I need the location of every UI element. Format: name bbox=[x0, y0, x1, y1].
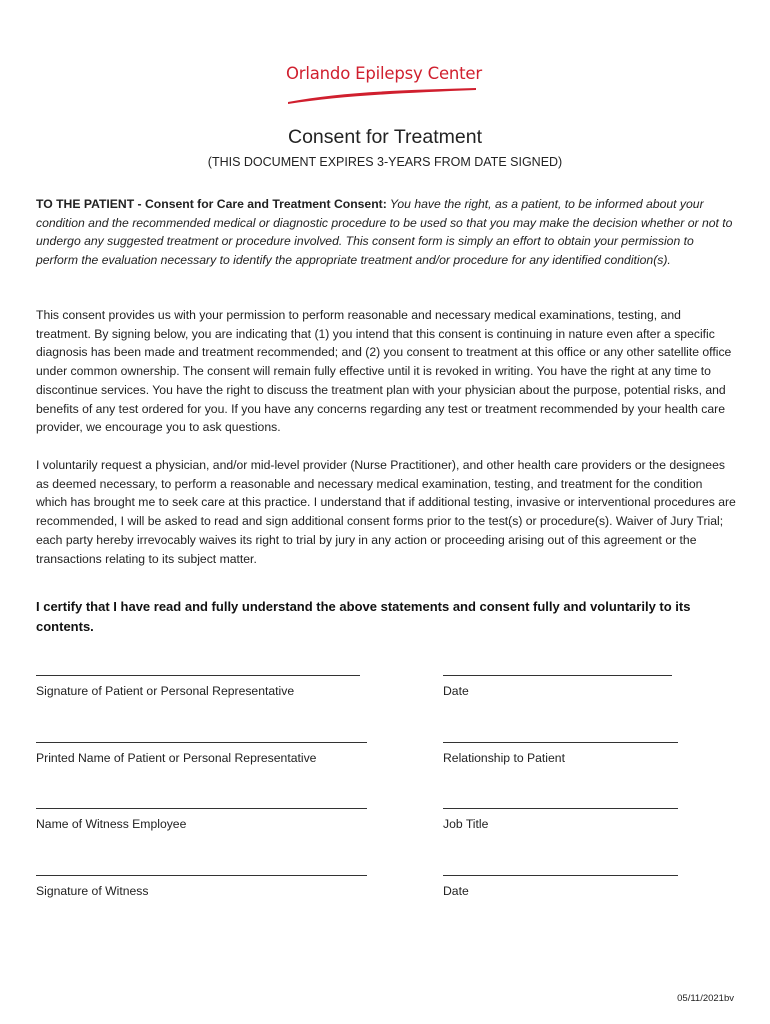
patient-signature-label: Signature of Patient or Personal Representative bbox=[36, 684, 295, 698]
job-title-label: Job Title bbox=[443, 817, 489, 831]
date-label-1: Date bbox=[443, 684, 469, 698]
logo-text: Orlando Epilepsy Center bbox=[286, 64, 482, 83]
orlando-epilepsy-center-logo bbox=[280, 62, 480, 106]
document-title: Consent for Treatment bbox=[287, 126, 482, 148]
logo-swoosh-icon bbox=[280, 82, 480, 106]
printed-name-label: Printed Name of Patient or Personal Representative bbox=[36, 751, 317, 765]
patient-signature-field[interactable] bbox=[36, 666, 360, 680]
patient-rights-text: You have the right, as a patient, to be informed about your condition and the recommended medical or diagnostic procedure to be used so that you may make the decision whether or not to undergo any suggested treatment or procedure involved. This consent form is simply an effort to obtain your permission to perform the evaluation necessary to identify the appropriate treatment and/or procedure for any identified condition(s). bbox=[36, 197, 733, 268]
date-field-2[interactable] bbox=[443, 866, 678, 880]
consent-paragraph: This consent provides us with your permission to perform reasonable and necessary medical examinations, testing, and treatment. By signing below, you are indicating that (1) you intend that this consent is continuing in nature even after a specific diagnosis has been made and treatment recommended; and (2) you consent to treatment at this office or any other satellite office under common ownership. The consent will remain fully effective until it is revoked in writing. You have the right at any time to discontinue services. You have the right to discuss the treatment plan with your physician about the purpose, potential risks, and benefits of any test ordered for you. If you have any concerns regarding any test or treatment recommended by your health care provider, we encourage you to ask questions. bbox=[36, 308, 732, 435]
witness-signature-label: Signature of Witness bbox=[36, 884, 149, 898]
patient-rights-paragraph bbox=[36, 195, 736, 270]
document-subtitle: (THIS DOCUMENT EXPIRES 3-YEARS FROM DATE SIGNED) bbox=[207, 155, 563, 169]
witness-name-label: Name of Witness Employee bbox=[36, 817, 187, 831]
patient-rights-heading: TO THE PATIENT - Consent for Care and Treatment Consent: bbox=[36, 197, 387, 211]
witness-signature-field[interactable] bbox=[36, 866, 367, 880]
job-title-field[interactable] bbox=[443, 799, 678, 813]
relationship-label: Relationship to Patient bbox=[443, 751, 565, 765]
certification-statement: I certify that I have read and fully understand the above statements and consent fully and voluntarily to its contents. bbox=[36, 599, 691, 634]
date-field-1[interactable] bbox=[443, 666, 672, 680]
revision-date: 05/11/2021bv bbox=[677, 993, 734, 1004]
relationship-field[interactable] bbox=[443, 733, 678, 747]
printed-name-field[interactable] bbox=[36, 733, 367, 747]
date-label-2: Date bbox=[443, 884, 469, 898]
witness-name-field[interactable] bbox=[36, 799, 367, 813]
voluntary-request-paragraph: I voluntarily request a physician, and/or mid-level provider (Nurse Practitioner), and other health care providers or the designees as deemed necessary, to perform a reasonable and necessary medical examination, testing, and treatment for the condition which has brought me to seek care at this practice. I understand that if additional testing, invasive or interventional procedures are recommended, I will be asked to read and sign additional consent forms prior to the test(s) or procedure(s). Waiver of Jury Trial; each party hereby irrevocably waives its right to trial by jury in any action or proceeding arising out of this agreement or the transactions relating to its subject matter. bbox=[36, 458, 736, 566]
